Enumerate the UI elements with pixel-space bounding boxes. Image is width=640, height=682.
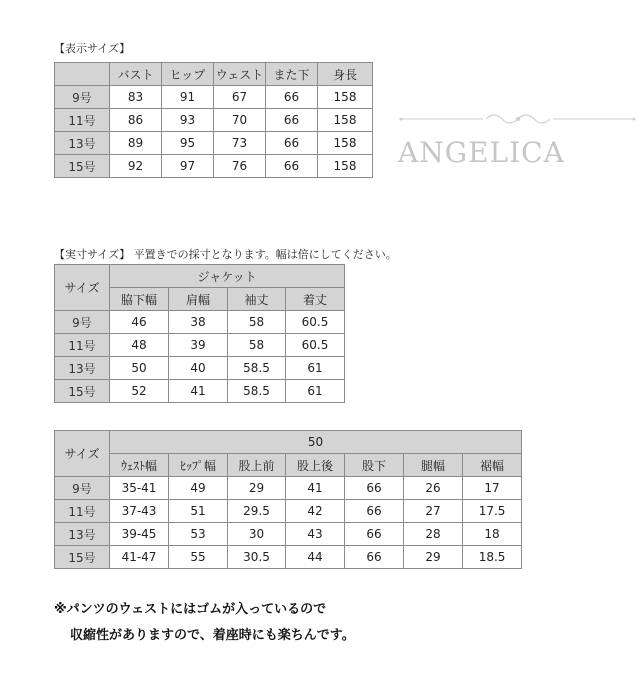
table-cell: 52 — [110, 380, 169, 403]
size-label: 11号 — [55, 500, 110, 523]
table-cell: 41 — [286, 477, 345, 500]
table-cell: 91 — [162, 86, 214, 109]
table-cell: 39 — [169, 334, 228, 357]
table-row — [55, 311, 345, 334]
column-header: また下 — [266, 63, 318, 86]
table-cell: 66 — [266, 132, 318, 155]
table-row — [55, 546, 522, 569]
note-line-2: 収縮性がありますので、着座時にも楽ちんです。 — [70, 628, 355, 643]
column-header: ｳｪｽﾄ幅 — [110, 454, 169, 477]
group-header: 50 — [110, 431, 522, 454]
table-cell: 58 — [228, 311, 286, 334]
size-label: 15号 — [55, 546, 110, 569]
table-cell: 42 — [286, 500, 345, 523]
table-cell: 66 — [345, 546, 404, 569]
table-cell: 51 — [169, 500, 228, 523]
table-cell: 28 — [404, 523, 463, 546]
table-cell: 50 — [110, 357, 169, 380]
size-label: 9号 — [55, 311, 110, 334]
table-row — [55, 132, 373, 155]
angelica-logo — [398, 104, 638, 184]
size-label: 11号 — [55, 109, 110, 132]
table-cell: 29 — [228, 477, 286, 500]
table-cell: 40 — [169, 357, 228, 380]
table-cell: 73 — [214, 132, 266, 155]
table-row — [55, 380, 345, 403]
size-label: 13号 — [55, 523, 110, 546]
table-cell: 44 — [286, 546, 345, 569]
note-line-1: ※パンツのウェストにはゴムが入っているので — [54, 602, 327, 617]
table-row — [55, 477, 522, 500]
table-row — [55, 109, 373, 132]
logo-text: ANGELICA — [398, 136, 565, 169]
table-cell: 66 — [345, 477, 404, 500]
table-cell: 39-45 — [110, 523, 169, 546]
column-header — [55, 63, 110, 86]
table-cell: 43 — [286, 523, 345, 546]
header-row — [55, 454, 522, 477]
table-cell: 46 — [110, 311, 169, 334]
column-header: ヒップ — [162, 63, 214, 86]
column-header: 着丈 — [286, 288, 345, 311]
column-header: 腿幅 — [404, 454, 463, 477]
table-cell: 48 — [110, 334, 169, 357]
table-cell: 53 — [169, 523, 228, 546]
column-header: 裾幅 — [463, 454, 522, 477]
table-cell: 66 — [345, 500, 404, 523]
table-cell: 61 — [286, 380, 345, 403]
table-cell: 67 — [214, 86, 266, 109]
table-cell: 18.5 — [463, 546, 522, 569]
size-label: 9号 — [55, 477, 110, 500]
table-cell: 83 — [110, 86, 162, 109]
column-header: ﾋｯﾌﾟ幅 — [169, 454, 228, 477]
size-label: 13号 — [55, 357, 110, 380]
table-cell: 18 — [463, 523, 522, 546]
size-label: 11号 — [55, 334, 110, 357]
table-cell: 60.5 — [286, 334, 345, 357]
table-cell: 58.5 — [228, 357, 286, 380]
column-header: 袖丈 — [228, 288, 286, 311]
table-cell: 89 — [110, 132, 162, 155]
table-cell: 29.5 — [228, 500, 286, 523]
table-cell: 93 — [162, 109, 214, 132]
table-cell: 35-41 — [110, 477, 169, 500]
table-cell: 27 — [404, 500, 463, 523]
actual-size-heading: 【実寸サイズ】 平置きでの採寸となります。幅は倍にしてください。 — [54, 248, 397, 261]
pants-size-table — [54, 430, 522, 569]
size-label: 15号 — [55, 155, 110, 178]
table-cell: 30 — [228, 523, 286, 546]
table-cell: 97 — [162, 155, 214, 178]
table-cell: 66 — [345, 523, 404, 546]
group-header-row — [55, 431, 522, 454]
table-cell: 158 — [318, 132, 373, 155]
table-cell: 41-47 — [110, 546, 169, 569]
column-header: ウェスト — [214, 63, 266, 86]
table-cell: 55 — [169, 546, 228, 569]
group-header: ジャケット — [110, 265, 345, 288]
table-cell: 58 — [228, 334, 286, 357]
table-cell: 158 — [318, 155, 373, 178]
table-cell: 30.5 — [228, 546, 286, 569]
table-cell: 92 — [110, 155, 162, 178]
table-cell: 17 — [463, 477, 522, 500]
table-row — [55, 500, 522, 523]
table-cell: 37-43 — [110, 500, 169, 523]
table-cell: 66 — [266, 109, 318, 132]
column-header: 脇下幅 — [110, 288, 169, 311]
column-header: バスト — [110, 63, 162, 86]
display-size-table — [54, 62, 373, 178]
table-cell: 61 — [286, 357, 345, 380]
size-column-header: サイズ — [55, 265, 110, 311]
table-row — [55, 334, 345, 357]
table-cell: 76 — [214, 155, 266, 178]
column-header: 股下 — [345, 454, 404, 477]
size-column-header: サイズ — [55, 431, 110, 477]
table-cell: 29 — [404, 546, 463, 569]
table-cell: 26 — [404, 477, 463, 500]
jacket-size-table — [54, 264, 345, 403]
table-row — [55, 523, 522, 546]
table-cell: 41 — [169, 380, 228, 403]
size-label: 13号 — [55, 132, 110, 155]
column-header: 肩幅 — [169, 288, 228, 311]
table-cell: 60.5 — [286, 311, 345, 334]
column-header: 股上後 — [286, 454, 345, 477]
table-row — [55, 86, 373, 109]
header-row — [55, 63, 373, 86]
display-size-heading: 【表示サイズ】 — [54, 42, 131, 55]
table-cell: 158 — [318, 86, 373, 109]
size-label: 9号 — [55, 86, 110, 109]
table-row — [55, 357, 345, 380]
table-cell: 17.5 — [463, 500, 522, 523]
column-header: 股上前 — [228, 454, 286, 477]
table-cell: 66 — [266, 155, 318, 178]
ornament-divider-icon — [398, 104, 638, 134]
table-cell: 49 — [169, 477, 228, 500]
size-label: 15号 — [55, 380, 110, 403]
table-cell: 95 — [162, 132, 214, 155]
table-cell: 58.5 — [228, 380, 286, 403]
column-header: 身長 — [318, 63, 373, 86]
table-cell: 158 — [318, 109, 373, 132]
table-cell: 66 — [266, 86, 318, 109]
table-cell: 70 — [214, 109, 266, 132]
table-cell: 86 — [110, 109, 162, 132]
group-header-row — [55, 265, 345, 288]
table-cell: 38 — [169, 311, 228, 334]
table-row — [55, 155, 373, 178]
